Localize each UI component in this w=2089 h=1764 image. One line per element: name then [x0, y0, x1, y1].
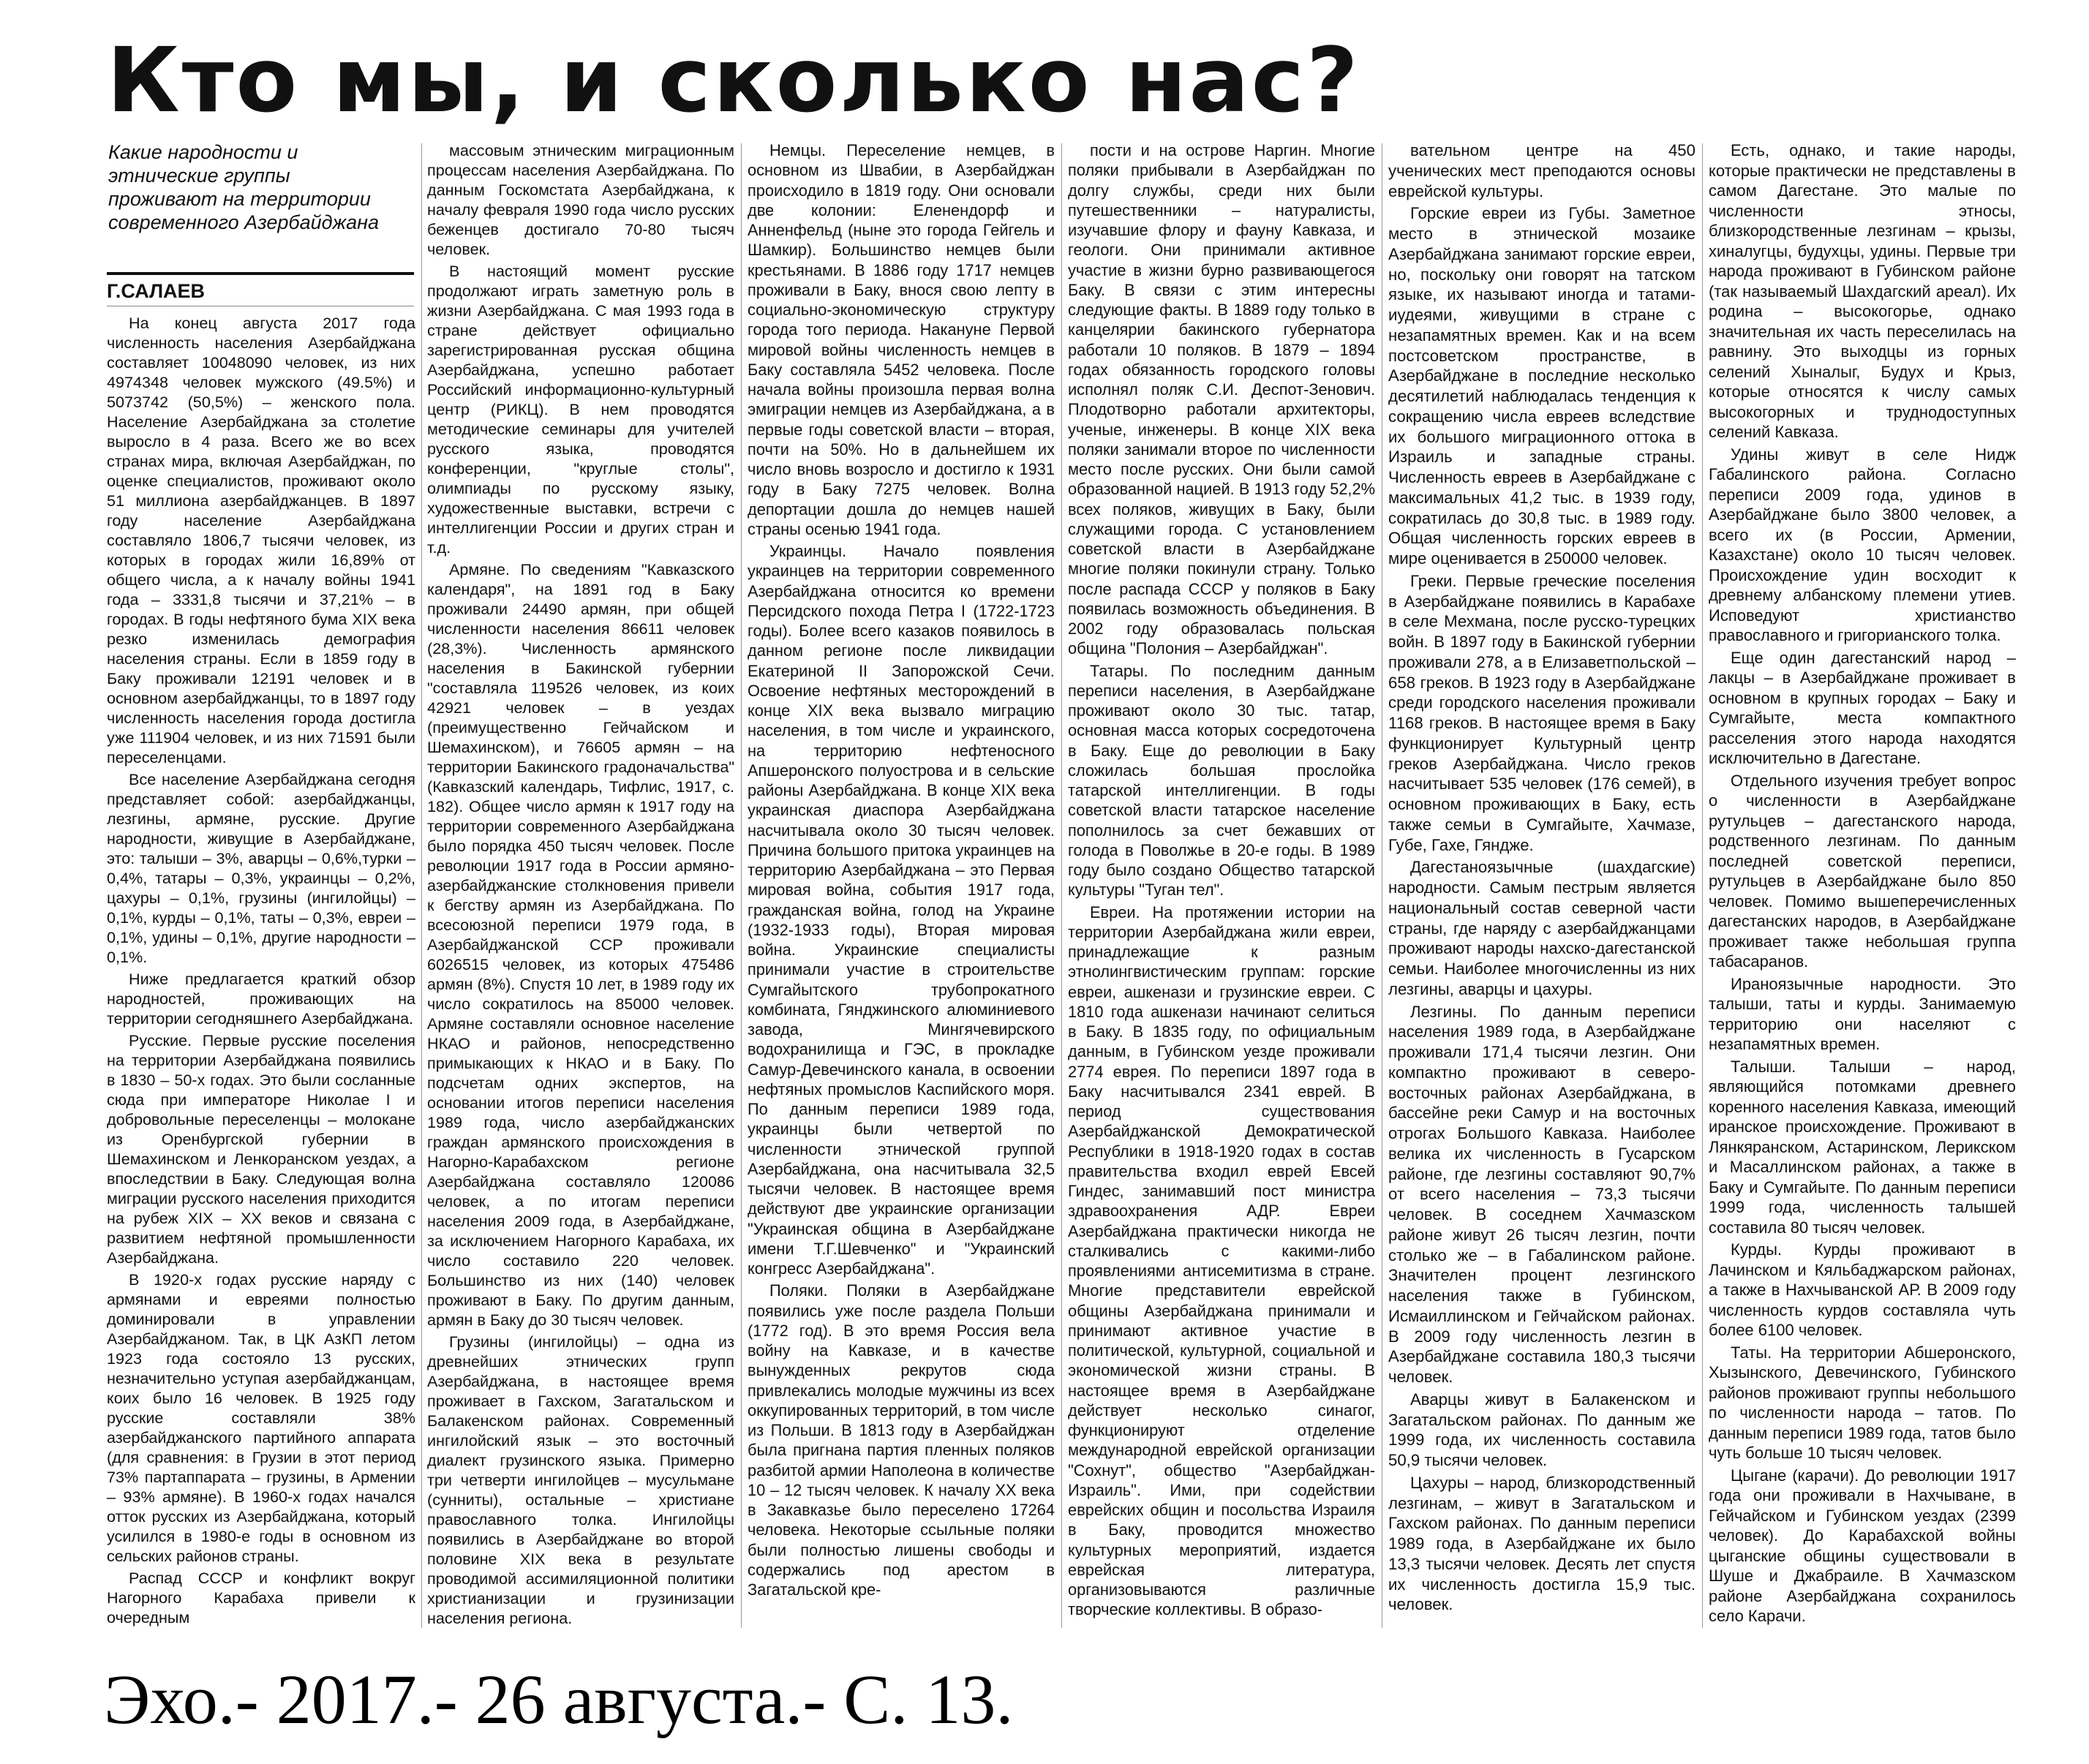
article-headline: Кто мы, и сколько нас?	[107, 29, 1360, 132]
column-divider	[1702, 143, 1703, 1628]
text-column-3	[748, 140, 1055, 1629]
article-paragraph: массовым этническим миграционным процессам населения Азербайджана. По данным Госкомстата Азербайджана, к началу февраля 1990 года число русских беженцев достигало 70-80 тысяч человек.	[427, 141, 734, 258]
byline-rule	[107, 272, 414, 275]
article-paragraph: Евреи. На протяжении истории на территории Азербайджана жили евреи, принадлежащие к разным этнолингвистическим группам: горские евреи, ашкенази и грузинские евреи. С 1810 года ашкенази начинают селиться в Баку. В 1835 году, по официальным данным, в Губинском уезде проживали 2774 еврея. По переписи 1897 года в Баку насчитывался 2341 еврей. В период существования Азербайджанской Демократической Республики в 1918-1920 годах в состав правительства входил еврей Евсей Гиндес, занимавший пост министра здравоохранения АДР. Евреи Азербайджана практически никогда не сталкивались с какими-либо проявлениями антисемитизма в стране. Многие представители еврейской общины Азербайджана принимали и принимают активное участие в политической, культурной, социальной и экономической жизни страны. В настоящее время в Азербайджане действует несколько синагог, функционируют отделение международной еврейской организации "Сохнут", общество "Азербайджан-Израиль". Ими, при содействии еврейских общин и посольства Израиля в Баку, проводится множество культурных мероприятий, издается еврейская литература, организовываются различные творческие коллективы. В образо-	[1068, 902, 1375, 1619]
article-paragraph: Украинцы. Начало появления украинцев на территории современного Азербайджана относится ко времени Персидского похода Петра I (1722-1723 годы). Более всего казаков появилось в данном регионе после ликвидации Екатериной II Запорожской Сечи. Освоение нефтяных месторождений в конце XIX века вызвало миграцию населения, в том числе и украинского, на территорию нефтеносного Апшеронского полуострова и в сельские районы Азербайджана. В конце XIX века украинская диаспора Азербайджана насчитывала около 30 тысяч человек. Причина большого притока украинцев на территорию Азербайджана – это Первая мировая война, события 1917 года, гражданская война, голод на Украине (1932-1933 годы), Вторая мировая война. Украинские специалисты принимали участие в строительстве Сумгайытского трубопрокатного комбината, Гянджинского алюминиевого завода, Мингячевирского водохранилища и ГЭС, в прокладке Самур-Девечинского канала, в освоении нефтяных промыслов Каспийского моря. По данным переписи 1989 года, украинцы были четвертой по численности этнической группой Азербайджана, она насчитывала 32,5 тысячи человек. В настоящее время действуют две украинские организации "Украинская община в Азербайджане имени Т.Г.Шевченко" и "Украинский конгресс Азербайджана".	[748, 542, 1055, 1278]
article-paragraph: В настоящий момент русские продолжают играть заметную роль в жизни Азербайджана. С мая 1993 года в стране действует официально зарегистрированная русская община Азербайджана, успешно работает Российский информационно-культурный центр (РИКЦ). В нем проводятся методические семинары для учителей русского языка, проводятся конференции, "круглые столы", олимпиады по русскому языку, художественные выставки, встречи с интеллигенции России и других стран и т.д.	[427, 262, 734, 557]
article-paragraph: Дагестаноязычные (шахдагские) народности. Самым пестрым является национальный состав северной части страны, где наряду с азербайджанцами проживают народы нахско-дагестанской семьи. Наиболее многочисленны из них лезгины, аварцы и цахуры.	[1388, 858, 1695, 998]
lead-line: современного Азербайджана	[108, 211, 380, 233]
article-paragraph: Татары. По последним данным переписи населения, в Азербайджане проживают около 30 тыс. татар, основная масса которых сосредоточена в Баку. Еще до революции в Баку сложилась большая прослойка татарской интеллигенции. В годы советской власти татарское население пополнилось за счет бежавших от голода в Поволжье в 20-е годы. В 1989 году было создано Общество татарской культуры "Туган тел".	[1068, 661, 1375, 900]
article-paragraph: В 1920-х годах русские наряду с армянами и евреями полностью доминировали в управлении Азербайджаном. Так, в ЦК АзКП летом 1923 года состояло 13 русских, незначительно уступая азербайджанцам, коих было 16 человек. В 1925 году русские составляли 38% азербайджанского партийного аппарата (для сравнения: в Грузии в этот период 73% партаппарата – грузины, в Армении – 93% армяне). В 1960-х годах начался отток русских из Азербайджана, который усилился в 1980-е годы в основном из сельских районов страны.	[107, 1270, 415, 1565]
column-divider	[741, 143, 742, 1628]
article-paragraph: Удины живут в селе Нидж Габалинского района. Согласно переписи 2009 года, удинов в Азербайджане было 3800 человек, а всего их (в России, Армении, Казахстане) около 10 тысяч человек. Происхождение удин восходит к древнему албанскому племени утиев. Исповедуют христианство православного и григорианского толка.	[1709, 445, 2016, 644]
column-divider	[421, 143, 422, 1628]
article-paragraph: Отдельного изучения требует вопрос о численности в Азербайджане рутульцев – дагестанского народа, родственного лезгинам. По данным последней советской переписи, рутульцев в Азербайджане было 850 человек. Помимо вышеперечисленных дагестанских народов, в Азербайджане проживает также небольшая группа табасаранов.	[1709, 771, 2016, 970]
article-paragraph: Грузины (ингилойцы) – одна из древнейших этнических групп Азербайджана, в настоящее время проживает в Гахском, Загатальском и Балакенском районах. Современный ингилойский язык – это восточный диалект грузинского языка. Примерно три четверти ингилойцев – мусульмане (сунниты), остальные – христиане православного толка. Ингилойцы появились в Азербайджане во второй половине XIX века в результате проводимой ассимиляционной политики христианизации и грузинизации населения региона.	[427, 1333, 734, 1627]
article-paragraph: Ираноязычные народности. Это талыши, таты и курды. Занимаемую территорию они населяют с незапамятных времен.	[1709, 974, 2016, 1053]
article-paragraph: Курды. Курды проживают в Лачинском и Кяльбаджарском районах, а также в Нахчыванской АР. В 2009 году численность курдов составляла чуть более 6100 человек.	[1709, 1240, 2016, 1339]
article-paragraph: Горские евреи из Губы. Заметное место в этнической мозаике Азербайджана занимают горские евреи, но, поскольку они говорят на татском языке, их называют иногда и татами-иудеями, живущими в стране с незапамятных времен. Как и на всем постсоветском пространстве, в Азербайджане в последние несколько десятилетий наблюдалась тенденция к сокращению числа евреев вследствие их большого миграционного оттока в Израиль и западные страны. Численность евреев в Азербайджане с максимальных 41,2 тыс. в 1939 году, сократилась до 30,8 тыс. в 1989 году. Общая численность горских евреев в мире оценивается в 250000 человек.	[1388, 204, 1695, 568]
article-paragraph: Еще один дагестанский народ – лакцы – в Азербайджане проживает в основном в крупных городах – Баку и Сумгайыте, места компактного расселения этого народа находятся исключительно в Дагестане.	[1709, 648, 2016, 767]
article-paragraph: Русские. Первые русские поселения на территории Азербайджана появились в 1830 – 50-х годах. Это были сосланные сюда при императоре Николае I и добровольные переселенцы – молокане из Оренбургской губернии в Шемахинском и Ленкоранском уездах, а впоследствии в Баку. Следующая волна миграции русского населения приходится на рубеж XIX – XX веков и связана с развитием нефтяной промышленности Азербайджана.	[107, 1031, 415, 1267]
article-paragraph: Немцы. Переселение немцев, в основном из Швабии, в Азербайджан происходило в 1819 году. Они основали две колонии: Еленендорф и Анненфельд (ныне это города Гейгель и Шамкир). Большинство немцев были крестьянами. В 1886 году 1717 немцев проживали в Баку, внося свою лепту в социально-экономическую структуру города того периода. Накануне Первой мировой войны численность немцев в Баку составляла 5452 человека. После начала войны произошла первая волна эмиграции немцев из Азербайджана, а в первые годы советской власти – вторая, почти на 50%. Но в дальнейшем их число вновь возросло и достигло к 1931 году в Баку 7275 человек. Волна депортации дошла до немцев нашей страны осенью 1941 года.	[748, 141, 1055, 538]
article-paragraph: Поляки. Поляки в Азербайджане появились уже после раздела Польши (1772 год). В это время Россия вела войну на Кавказе, и в качестве вынужденных рекрутов сюда привлекались молодые мужчины из всех оккупированных территорий, в том числе из Польши. В 1813 году в Азербайджан была пригнана партия пленных поляков разбитой армии Наполеона в количестве 10 – 12 тысяч человек. К началу XX века в Закавказье было переселено 17264 человека. Некоторые ссыльные поляки были полностью лишены свободы и содержались под арестом в Загатальской кре-	[748, 1281, 1055, 1599]
article-paragraph: Армяне. По сведениям "Кавказского календаря", на 1891 год в Баку проживали 24490 армян, при общей численности населения 86611 человек (28,3%). Численность армянского населения в Бакинской губернии "составляла 119526 человек, из коих 42921 человек – в уездах (преимущественно Гейчайском и Шемахинском), и 76605 армян – на территории Бакинского градоначальства" (Кавказский календарь, Тифлис, 1917, с. 182). Общее число армян к 1917 году на территории современного Азербайджана было порядка 450 тысяч человек. После революции 1917 года в России армяно-азербайджанские столкновения привели к бегству армян из Азербайджана. По всесоюзной переписи 1979 года, в Азербайджанской ССР проживали 6026515 человек, из которых 475486 армян (8%). Спустя 10 лет, в 1989 году их число сократилось на 85000 человек. Армяне составляли основное население НКАО и районов, непосредственно примыкающих к НКАО и в Баку. По подсчетам одних экспертов, на основании итогов переписи населения 1989 года, число азербайджанских граждан армянского происхождения в Нагорно-Карабахском регионе Азербайджана составляло 120086 человек, а по итогам переписи населения 2009 года, в Азербайджане, за исключением Нагорного Карабаха, их число составило 220 человек. Большинство из них (140) человек проживают в Баку. По другим данным, армян в Баку до 30 тысяч человек.	[427, 560, 734, 1329]
article-paragraph: вательном центре на 450 ученических мест преподаются основы еврейской культуры.	[1388, 141, 1695, 200]
article-paragraph: На конец августа 2017 года численность населения Азербайджана составляет 10048090 человек, из них 4974348 человек мужского (49.5%) и 5073742 (50,5%) – женского пола. Население Азербайджана за столетие выросло в 4 раза. Всего же во всех странах мира, включая Азербайджан, по оценке специалистов, проживают около 51 миллиона азербайджанцев. В 1897 году население Азербайджана составляло 1806,7 тысячи человек, из которых в городах жили 16,89% от общего числа, а к началу войны 1941 года – 3331,8 тысячи и 37,21% – в городах. В годы нефтяного бума XIX века резко изменилась демография населения страны. Если в 1859 году в Баку проживали 12191 человек и в основном азербайджанцы, то в 1897 году численность населения города достигла уже 111904 человек, и из них 71591 были переселенцами.	[107, 314, 415, 766]
column-divider	[1061, 143, 1062, 1628]
text-column-5	[1388, 140, 1695, 1629]
article-paragraph: Цахуры – народ, близкородственный лезгинам, – живут в Загатальском и Гахском районах. По данным переписи 1989 года, в Азербайджане их было 13,3 тысячи человек. Десять лет спустя их численность достигла 15,9 тыс. человек.	[1388, 1473, 1695, 1614]
article-paragraph: Греки. Первые греческие поселения в Азербайджане появились в Карабахе в селе Мехмана, после русско-турецких войн. В 1897 году в Бакинской губернии проживали 278, а в Елизаветпольской – 658 греков. В 1923 году в Азербайджане среди городского населения проживали 1168 греков. В настоящее время в Баку функционирует Культурный центр греков Азербайджана. Число греков насчитывает 535 человек (176 семей), в основном проживающих в Баку, есть также семьи в Сумгайыте, Хачмазе, Губе, Гахе, Гяндже.	[1388, 571, 1695, 854]
article-paragraph: пости и на острове Наргин. Многие поляки прибывали в Азербайджан по долгу службы, среди них были путешественники – натуралисты, изучавшие флору и фауну Кавказа, и геологи. Они принимали активное участие в жизни бурно развивающегося Баку. В связи с этим интересны следующие факты. В 1889 году только в канцелярии бакинского губернатора работали 10 поляков. В 1879 – 1894 годах обязанность городского головы исполнял поляк С.И. Деспот-Зенович. Плодотворно работали архитекторы, ученые, инженеры. В конце XIX века поляки занимали второе по численности место после русских. Они были самой образованной нацией. В 1913 году 52,2% всех поляков, живущих в Баку, были служащими города. С установлением советской власти в Азербайджане многие поляки покинули страну. Только после распада СССР у поляков в Баку появилась возможность объединения. В 2002 году образовалась польская община "Полония – Азербайджан".	[1068, 141, 1375, 658]
article-paragraph: Распад СССР и конфликт вокруг Нагорного Карабаха привели к очередным	[107, 1569, 415, 1627]
text-column-1	[107, 313, 415, 1629]
article-paragraph: Есть, однако, и такие народы, которые практически не представлены в самом Дагестане. Это малые по численности этносы, близкородственные лезгинам – крызы, хиналугцы, будухцы, удины. Первые три народа проживают в Губинском районе (так называемый Шахдагский ареал). Их родина – высокогорье, однако значительная их часть переселилась на равнину. Это выходцы из горных селений Хыналыг, Будух и Крыз, которые относятся к числу самых высокогорных и труднодоступных селений Кавказа.	[1709, 141, 2016, 441]
article-paragraph: Аварцы живут в Балакенском и Загатальском районах. По данным же 1999 года, их численность составила 50,9 тысячи человек.	[1388, 1390, 1695, 1469]
article-paragraph: Лезгины. По данным переписи населения 1989 года, в Азербайджане проживали 171,4 тысячи лезгин. Они компактно проживают в северо-восточных районах Азербайджана, в бассейне реки Самур и на восточных отрогах Большого Кавказа. Наиболее велика их численность в Гусарском районе, где лезгины составляют 90,7% от всего населения – 73,3 тысячи человек. В соседнем Хачмазском районе живут 26 тысяч лезгин, почти столько же – в Габалинском районе. Значителен процент лезгинского населения также в Губинском, Исмаиллинском и Гейчайском районах. В 2009 году численность лезгин в Азербайджане составила 180,3 тысячи человек.	[1388, 1002, 1695, 1386]
article-paragraph: Талыши. Талыши – народ, являющийся потомками древнего коренного населения Кавказа, имеющий иранское происхождение. Проживают в Лянкяранском, Астаринском, Лерикском и Масаллинском районах, а также в Баку и Сумгайыте. По данным переписи 1999 года, численность талышей составила 80 тысяч человек.	[1709, 1057, 2016, 1237]
lead-line: Какие народности и	[108, 141, 298, 163]
text-column-6	[1709, 140, 2016, 1629]
source-citation: Эхо.- 2017.- 26 августа.- С. 13.	[104, 1660, 1014, 1738]
text-column-2	[427, 140, 734, 1629]
article-lead	[108, 140, 415, 234]
article-paragraph: Цыгане (карачи). До революции 1917 года они проживали в Нахчыване, в Гейчайском и Губинском уездах (2399 человек). До Карабахской войны цыганские общины существовали в Шуше и Джабраиле. В Хачмазском районе Азербайджана сохранилось село Карачи.	[1709, 1466, 2016, 1625]
article-paragraph: Ниже предлагается краткий обзор народностей, проживающих на территории сегодняшнего Азербайджана.	[107, 970, 415, 1028]
author-byline: Г.САЛАЕВ	[107, 276, 414, 306]
lead-line: этнические группы	[108, 165, 290, 186]
article-paragraph: Таты. На территории Абшеронского, Хызынского, Девечинского, Губинского районов проживают группы небольшого по численности народа – татов. По данным переписи 1989 года, татов было чуть больше 10 тысяч человек.	[1709, 1343, 2016, 1462]
lead-line: проживают на территории	[108, 188, 371, 210]
text-column-4	[1068, 140, 1375, 1629]
article-paragraph: Все население Азербайджана сегодня представляет собой: азербайджанцы, лезгины, армяне, русские. Другие народности, живущие в Азербайджане, это: талыши – 3%, аварцы – 0,6%,турки – 0,4%, татары – 0,3%, украинцы – 0,2%, цахуры – 0,1%, грузины (ингилойцы) – 0,1%, курды – 0,1%, таты – 0,3%, евреи – 0,1%, удины – 0,1%, другие народности – 0,1%.	[107, 770, 415, 966]
